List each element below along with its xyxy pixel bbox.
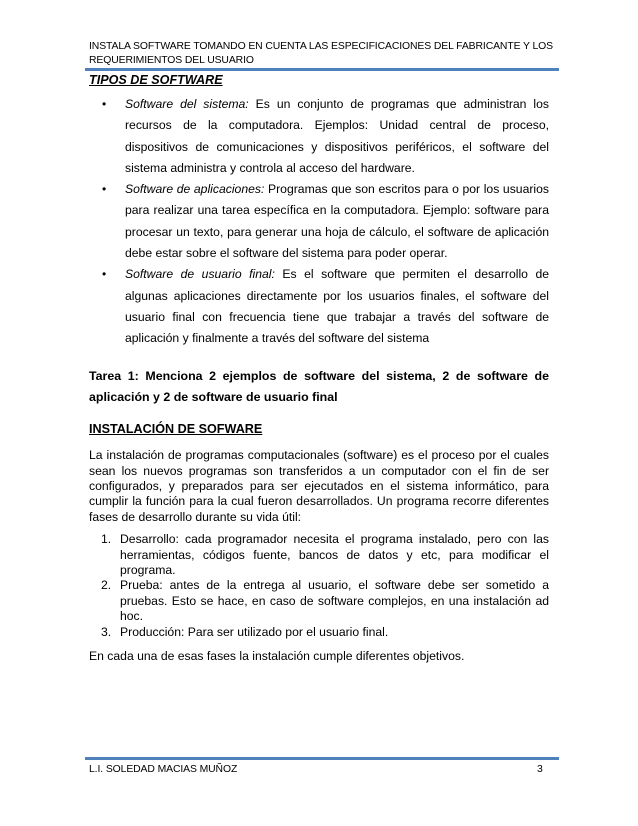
page-number: 3 [537,764,543,775]
list-item [89,578,549,624]
phase-number: 2. [101,578,112,593]
bullet-icon: • [102,267,107,282]
phase-text: Desarrollo: cada programador necesita el programa instalado, pero con las herramientas, códigos fuente, bancos de datos y etc, para modificar el programa. [120,532,549,577]
term-label: Software del sistema: [125,97,249,111]
list-item [89,179,549,264]
bullet-icon: • [102,182,107,197]
phase-number: 3. [101,624,112,639]
phases-list [89,532,549,640]
install-section-title: INSTALACIÓN DE SOFWARE [89,422,263,437]
term-description: Programas que son escritos para o por los usuarios para realizar una tarea específica en la computadora. Ejemplo: software para procesar un texto, para generar una hoja de cálculo, el software de aplicación debe estar sobre el software del sistema para poder operar. [125,182,549,261]
page-content [89,71,549,664]
types-section-title: TIPOS DE SOFTWARE [89,73,223,87]
phase-text: Prueba: antes de la entrega al usuario, el software debe ser sometido a pruebas. Esto se hace, en caso de software complejos, en una instalación ad hoc. [120,578,549,624]
phase-number: 1. [101,532,112,547]
footer-author: L.I. SOLEDAD MACIAS MUÑOZ [89,764,238,775]
list-item [89,532,549,578]
software-types-list [89,94,549,350]
footer-rule [85,757,559,760]
closing-paragraph: En cada una de esas fases la instalación cumple diferentes objetivos. [89,649,465,664]
list-item [89,264,549,349]
term-description: Es el software que permiten el desarrollo de algunas aplicaciones directamente por los usuarios finales, el software del usuario final con frecuencia tiene que trabajar a través del software de aplicación y finalmente a través del software del sistema [125,267,550,346]
list-item [89,625,549,640]
install-intro-paragraph: La instalación de programas computacionales (software) es el proceso por el cuales sean los nuevos programas son transferidos a un computador con el fin de ser configurados, y preparados para ser ejecutados en el sistema informático, para cumplir la función para la cual fueron desarrollados. Un programa recorre diferentes fases de desarrollo durante su vida útil: [89,448,549,524]
bullet-icon: • [102,97,107,111]
list-item [89,94,549,179]
term-description: Es un conjunto de programas que administran los recursos de la computadora. Ejemplos: Unidad central de proceso, dispositivos de comunicaciones y dispositivos periféricos, el software del sistema administra y controla al acceso del hardware. [125,97,549,175]
running-header: INSTALA SOFTWARE TOMANDO EN CUENTA LAS ESPECIFICACIONES DEL FABRICANTE Y LOS REQUERIMIENTOS DEL USUARIO [89,41,553,66]
term-label: Software de usuario final: [125,267,275,282]
task-statement: Tarea 1: Menciona 2 ejemplos de software del sistema, 2 de software de aplicación y 2 de software de usuario final [89,368,549,404]
phase-text: Producción: Para ser utilizado por el usuario final. [120,624,389,639]
term-label: Software de aplicaciones: [125,182,265,197]
